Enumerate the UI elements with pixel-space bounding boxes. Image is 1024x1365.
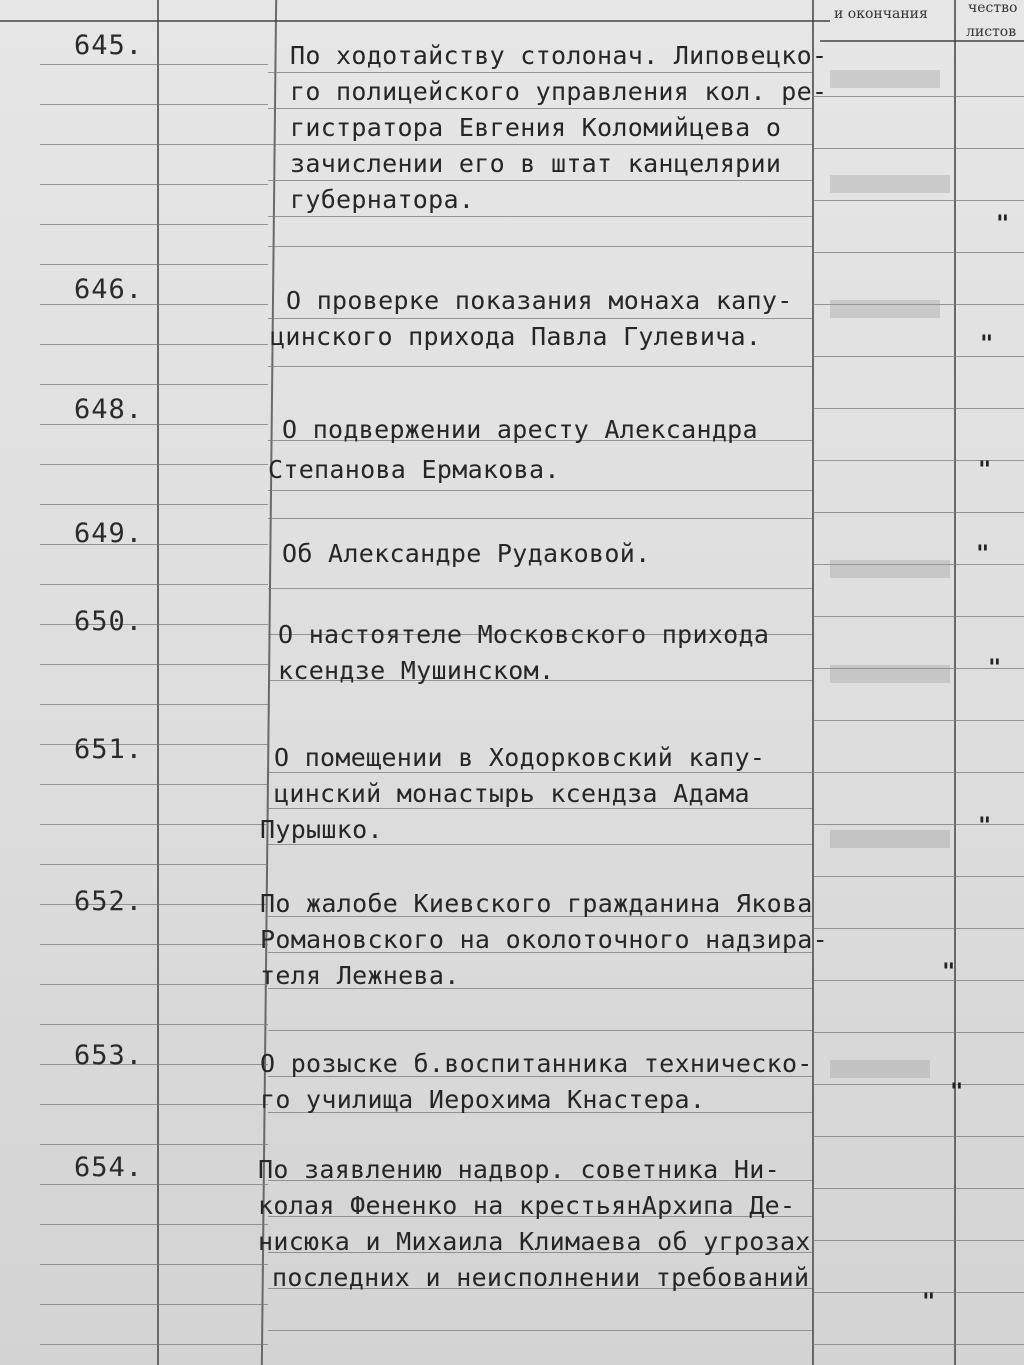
entry-line: цинский монастырь ксендза Адама bbox=[274, 779, 750, 808]
bleed-through-mark bbox=[830, 70, 940, 88]
ruled-line bbox=[40, 664, 268, 665]
ruled-line bbox=[40, 1104, 268, 1105]
ruled-line bbox=[40, 824, 268, 825]
entry-line: Степанова Ермакова. bbox=[268, 455, 560, 484]
entry-line: го полицейского управления кол. ре- bbox=[290, 77, 828, 106]
entry-line: нисюка и Михаила Климаева об угрозах bbox=[258, 1227, 811, 1256]
entry-line: О помещении в Ходорковский капу- bbox=[274, 743, 766, 772]
ditto-mark: " bbox=[988, 656, 1002, 681]
header-rule bbox=[0, 20, 830, 22]
ruled-line bbox=[40, 1184, 268, 1185]
ruled-line bbox=[812, 1084, 1024, 1085]
column-header-sheets: листов bbox=[966, 24, 1017, 40]
entry-text bbox=[270, 283, 793, 355]
entry-line: теля Лежнева. bbox=[260, 961, 460, 990]
ruled-line bbox=[812, 720, 1024, 721]
ruled-line bbox=[812, 772, 1024, 773]
ruled-line bbox=[40, 944, 268, 945]
ditto-mark: " bbox=[980, 332, 994, 357]
entry-text bbox=[282, 536, 650, 572]
ruled-line bbox=[40, 1304, 268, 1305]
entry-text bbox=[278, 617, 769, 689]
bleed-through-mark bbox=[830, 300, 940, 318]
entry-number: 653. bbox=[74, 1040, 144, 1071]
entry-line: О проверке показания монаха капу- bbox=[286, 286, 793, 315]
entry-text bbox=[268, 412, 758, 488]
column-rule-4 bbox=[954, 0, 956, 1365]
column-header-count: чество bbox=[968, 0, 1018, 16]
ruled-line bbox=[812, 148, 1024, 149]
ruled-line bbox=[40, 344, 268, 345]
ruled-line bbox=[40, 1344, 268, 1345]
ruled-line bbox=[40, 704, 268, 705]
ruled-line bbox=[812, 460, 1024, 461]
ruled-line bbox=[812, 1032, 1024, 1033]
ruled-line bbox=[268, 518, 812, 519]
ruled-line bbox=[268, 246, 812, 247]
ruled-line bbox=[40, 384, 268, 385]
ruled-line bbox=[40, 1224, 268, 1225]
ruled-line bbox=[812, 512, 1024, 513]
entry-line: цинского прихода Павла Гулевича. bbox=[270, 322, 762, 351]
ruled-line bbox=[40, 104, 268, 105]
ditto-mark: " bbox=[976, 542, 990, 567]
ruled-line bbox=[40, 984, 268, 985]
ruled-line bbox=[268, 1030, 812, 1031]
ruled-line bbox=[812, 928, 1024, 929]
entry-text bbox=[290, 38, 827, 218]
entry-line: ксендзе Мушинском. bbox=[278, 656, 555, 685]
ruled-line bbox=[812, 980, 1024, 981]
entry-number: 654. bbox=[74, 1152, 144, 1183]
bleed-through-mark bbox=[830, 665, 950, 683]
bleed-through-mark bbox=[830, 1060, 930, 1078]
ruled-line bbox=[812, 1240, 1024, 1241]
ruled-line bbox=[40, 1264, 268, 1265]
ditto-mark: " bbox=[950, 1080, 964, 1105]
entry-line: гистратора Евгения Коломийцева о bbox=[290, 113, 782, 142]
ruled-line bbox=[812, 1292, 1024, 1293]
ruled-line bbox=[40, 464, 268, 465]
ditto-mark: " bbox=[942, 960, 956, 985]
entry-line: По заявлению надвор. советника Ни- bbox=[258, 1155, 780, 1184]
ruled-line bbox=[812, 252, 1024, 253]
entry-line: О настоятеле Московского прихода bbox=[278, 620, 770, 649]
ruled-line bbox=[812, 616, 1024, 617]
entry-line: губернатора. bbox=[290, 185, 475, 214]
entry-line: Об Александре Рудаковой. bbox=[282, 539, 651, 568]
bleed-through-mark bbox=[830, 830, 950, 848]
entry-number: 650. bbox=[74, 606, 144, 637]
ruled-line bbox=[40, 184, 268, 185]
entry-line: Романовского на околоточного надзира- bbox=[260, 925, 828, 954]
ruled-line bbox=[40, 504, 268, 505]
entry-line: По ходотайству столонач. Липовецко- bbox=[290, 41, 828, 70]
entry-number: 648. bbox=[74, 394, 144, 425]
ruled-line bbox=[268, 366, 812, 367]
entry-number: 651. bbox=[74, 734, 144, 765]
entry-line: го училища Иерохима Кнастера. bbox=[260, 1085, 706, 1114]
entry-text bbox=[260, 886, 828, 994]
ruled-line bbox=[40, 264, 268, 265]
ruled-line bbox=[40, 1024, 268, 1025]
ruled-line bbox=[268, 1330, 812, 1331]
ruled-line bbox=[40, 64, 268, 65]
ruled-line bbox=[812, 1136, 1024, 1137]
entry-number: 649. bbox=[74, 518, 144, 549]
entry-line: последних и неисполнении требований bbox=[272, 1263, 810, 1292]
ruled-line bbox=[812, 824, 1024, 825]
ruled-line bbox=[268, 588, 812, 589]
entry-line: Пурышко. bbox=[260, 815, 383, 844]
ruled-line bbox=[40, 864, 268, 865]
entry-text bbox=[258, 1152, 811, 1296]
entry-line: О подвержении аресту Александра bbox=[282, 415, 758, 444]
column-header-dates: и окончания bbox=[834, 6, 928, 22]
ruled-line bbox=[812, 96, 1024, 97]
ruled-line bbox=[812, 408, 1024, 409]
ruled-line bbox=[812, 200, 1024, 201]
bleed-through-mark bbox=[830, 560, 950, 578]
ditto-mark: " bbox=[922, 1290, 936, 1315]
ditto-mark: " bbox=[978, 814, 992, 839]
entry-number: 652. bbox=[74, 886, 144, 917]
entry-line: зачислении его в штат канцелярии bbox=[290, 149, 782, 178]
ruled-line bbox=[40, 224, 268, 225]
ruled-line bbox=[40, 1144, 268, 1145]
entry-line: колая Фененко на крестьянАрхипа Де- bbox=[258, 1191, 796, 1220]
ruled-line bbox=[812, 876, 1024, 877]
ruled-line bbox=[40, 584, 268, 585]
entry-line: По жалобе Киевского гражданина Якова bbox=[260, 889, 813, 918]
entry-text bbox=[260, 1046, 813, 1118]
ruled-line bbox=[812, 1344, 1024, 1345]
entry-line: О розыске б.воспитанника техническо- bbox=[260, 1049, 813, 1078]
ruled-line bbox=[268, 490, 812, 491]
entry-text bbox=[260, 740, 766, 848]
entry-number: 645. bbox=[74, 30, 144, 61]
ruled-line bbox=[40, 784, 268, 785]
ditto-mark: " bbox=[978, 458, 992, 483]
header-rule-right bbox=[820, 40, 1024, 42]
entry-number: 646. bbox=[74, 274, 144, 305]
ruled-line bbox=[812, 1188, 1024, 1189]
bleed-through-mark bbox=[830, 175, 950, 193]
ditto-mark: " bbox=[996, 212, 1010, 237]
ruled-line bbox=[40, 144, 268, 145]
